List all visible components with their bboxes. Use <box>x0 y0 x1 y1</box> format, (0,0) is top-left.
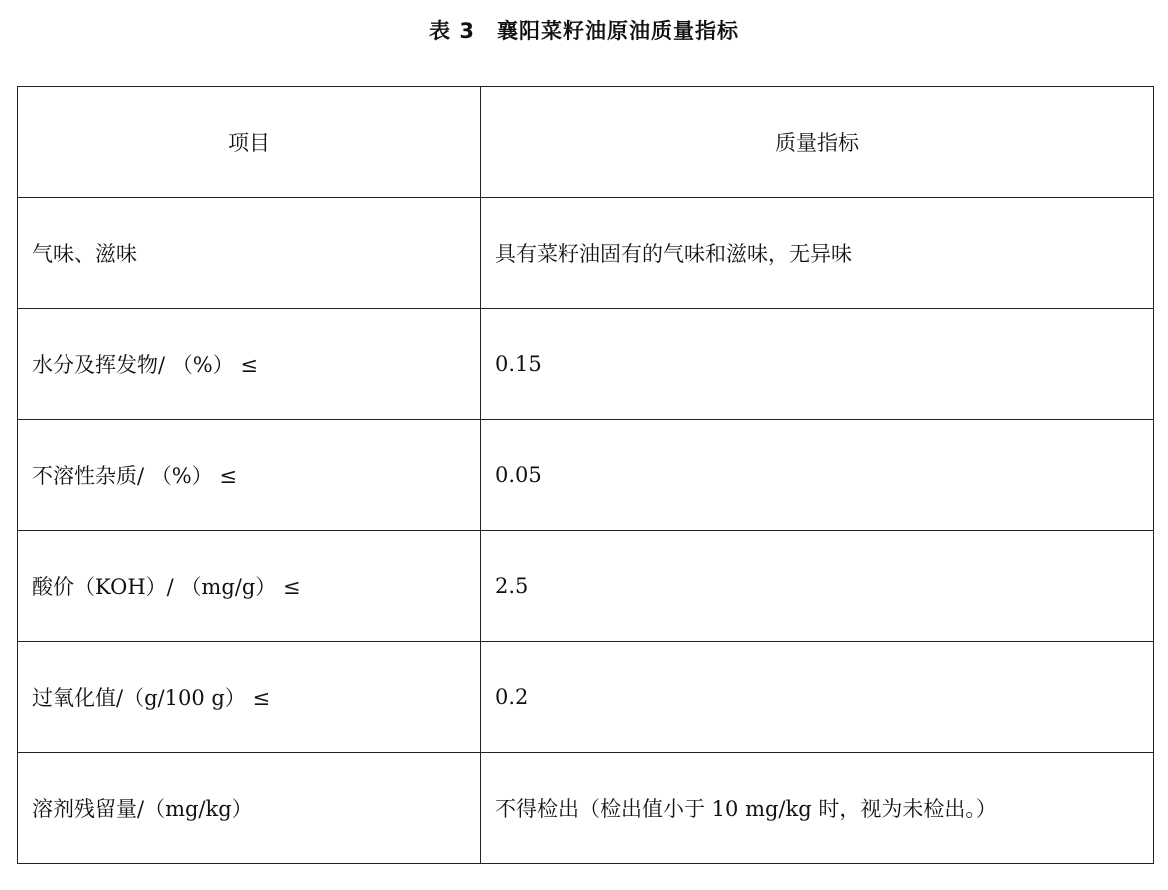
table-title: 表 3 襄阳菜籽油原油质量指标 <box>429 19 739 43</box>
row-value: 不得检出（检出值小于 10 mg/kg 时，视为未检出。） <box>481 753 1154 864</box>
row-value: 0.05 <box>481 420 1154 531</box>
table-row <box>18 531 1154 642</box>
table-row <box>18 198 1154 309</box>
row-item: 过氧化值/（g/100 g） ≤ <box>18 642 481 753</box>
row-item: 水分及挥发物/ （%） ≤ <box>18 309 481 420</box>
table-row <box>18 420 1154 531</box>
row-item: 溶剂残留量/（mg/kg） <box>18 753 481 864</box>
row-item: 酸价（KOH）/ （mg/g） ≤ <box>18 531 481 642</box>
row-value: 0.2 <box>481 642 1154 753</box>
quality-spec-table <box>17 86 1154 864</box>
row-item: 气味、滋味 <box>18 198 481 309</box>
table-row <box>18 753 1154 864</box>
row-item: 不溶性杂质/ （%） ≤ <box>18 420 481 531</box>
row-value: 0.15 <box>481 309 1154 420</box>
table-row <box>18 642 1154 753</box>
row-value: 2.5 <box>481 531 1154 642</box>
header-quality-index: 质量指标 <box>481 87 1154 198</box>
header-item: 项目 <box>18 87 481 198</box>
row-value: 具有菜籽油固有的气味和滋味，无异味 <box>481 198 1154 309</box>
table-header-row <box>18 87 1154 198</box>
table-row <box>18 309 1154 420</box>
